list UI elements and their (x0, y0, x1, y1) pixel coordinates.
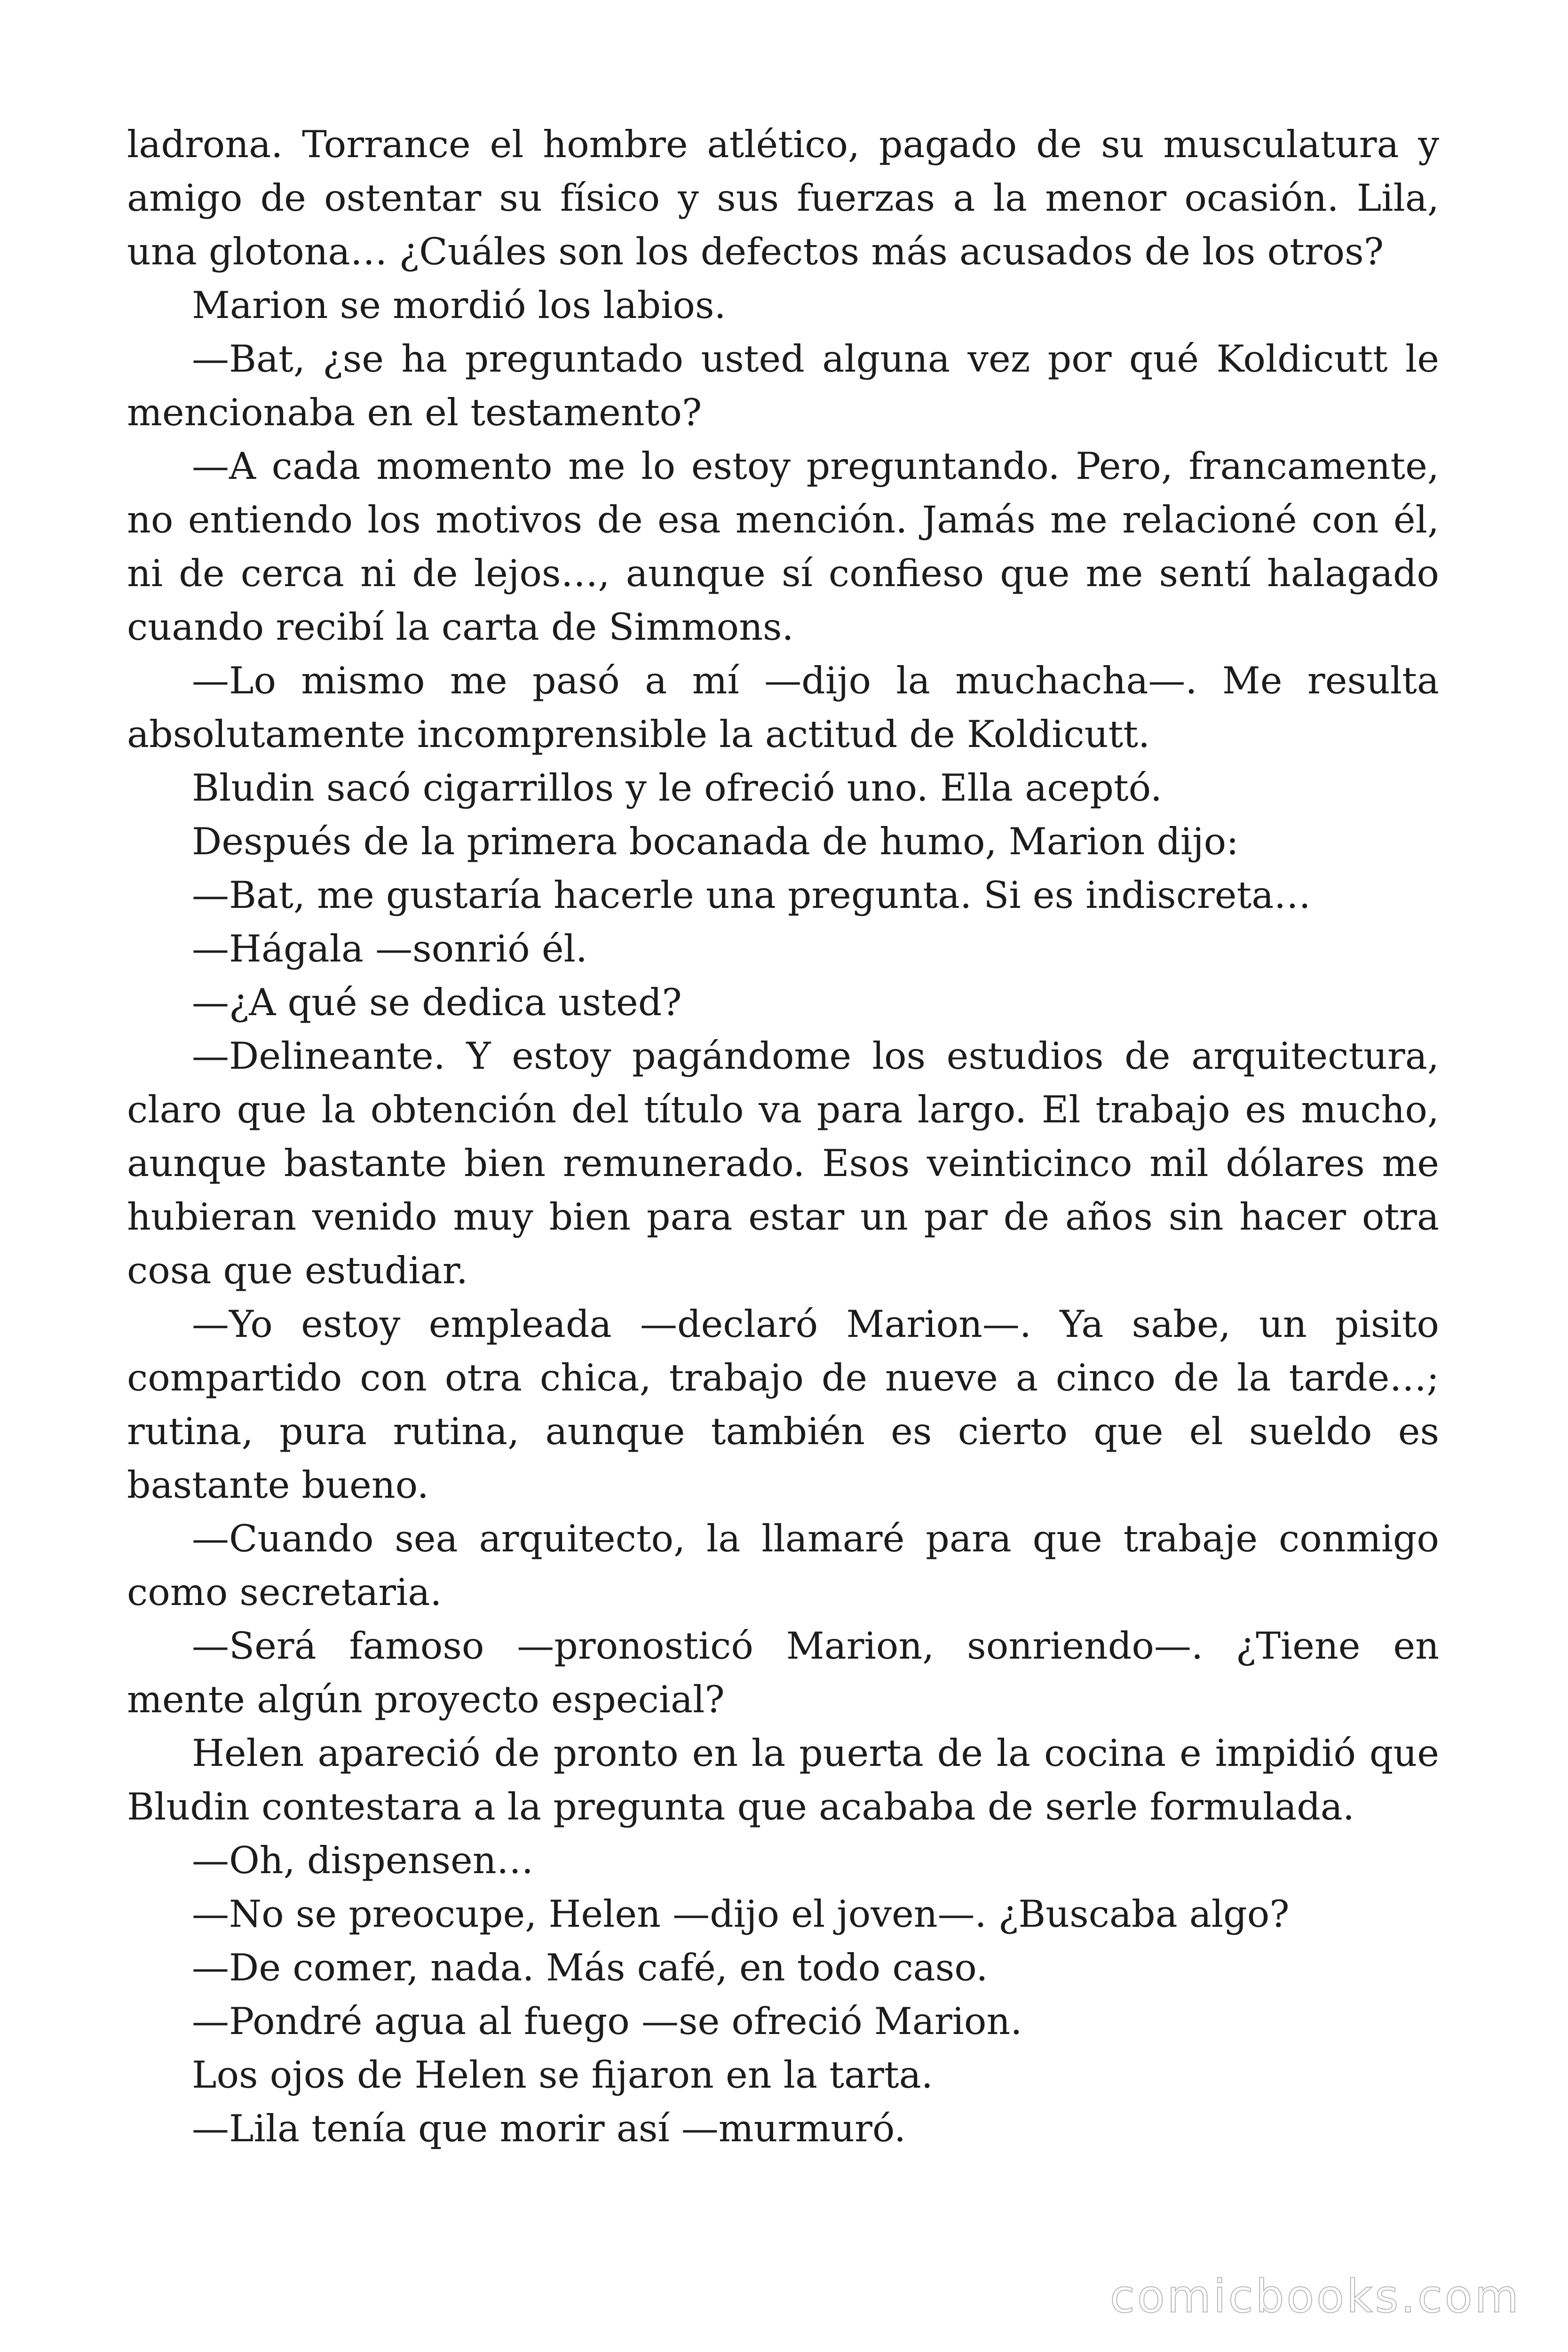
paragraph: —A cada momento me lo estoy preguntando. Pero, francamente, no entiendo los motivos de esa mención. Jamás me relacioné con él, ni de cerca ni de lejos…, aunque sí confieso que me sentí halagado cuando recibí la carta de Simmons. (127, 445, 1439, 649)
paragraph: —Oh, dispensen… (192, 1839, 534, 1882)
paragraph: Después de la primera bocanada de humo, Marion dijo: (192, 820, 1239, 863)
paragraph: Helen apareció de pronto en la puerta de la cocina e impidió que Bludin contestara a la pregunta que acababa de serle formulada. (127, 1732, 1439, 1828)
paragraph: —No se preocupe, Helen —dijo el joven—. ¿Buscaba algo? (192, 1892, 1290, 1936)
paragraph: —Bat, ¿se ha preguntado usted alguna vez por qué Koldicutt le mencionaba en el testamento? (127, 337, 1439, 434)
paragraph: —Lila tenía que morir así —murmuró. (192, 2107, 906, 2150)
watermark: comicbooks.com (1109, 2270, 1521, 2323)
paragraph: —Bat, me gustaría hacerle una pregunta. Si es indiscreta… (192, 874, 1311, 917)
paragraph: Los ojos de Helen se fijaron en la tarta. (192, 2053, 933, 2097)
paragraph: —Delineante. Y estoy pagándome los estudios de arquitectura, claro que la obtención del título va para largo. El trabajo es mucho, aunque bastante bien remunerado. Esos veinticinco mil dólares me hubieran venido muy bien para estar un par de años sin hacer otra cosa que estudiar. (127, 1034, 1439, 1292)
paragraph: —Cuando sea arquitecto, la llamaré para que trabaje conmigo como secretaria. (127, 1517, 1439, 1614)
paragraph: —Yo estoy empleada —declaró Marion—. Ya sabe, un pisito compartido con otra chica, trabajo de nueve a cinco de la tarde…; rutina, pura rutina, aunque también es cierto que el sueldo es bastante bueno. (127, 1303, 1439, 1507)
paragraph: Bludin sacó cigarrillos y le ofreció uno. Ella aceptó. (192, 766, 1162, 810)
book-page-text (127, 118, 1439, 2155)
paragraph: Marion se mordió los labios. (192, 284, 726, 327)
paragraph: —De comer, nada. Más café, en todo caso. (192, 1946, 988, 1989)
paragraph: —Lo mismo me pasó a mí —dijo la muchacha—. Me resulta absolutamente incomprensible la actitud de Koldicutt. (127, 659, 1439, 756)
paragraph: —Será famoso —pronosticó Marion, sonriendo—. ¿Tiene en mente algún proyecto especial? (127, 1624, 1439, 1721)
paragraph: —Pondré agua al fuego —se ofreció Marion. (192, 2000, 1022, 2043)
paragraph: —¿A qué se dedica usted? (192, 981, 682, 1024)
paragraph: —Hágala —sonrió él. (192, 927, 587, 970)
paragraph: ladrona. Torrance el hombre atlético, pagado de su musculatura y amigo de ostentar su físico y sus fuerzas a la menor ocasión. Lila, una glotona… ¿Cuáles son los defectos más acusados de los otros? (127, 123, 1439, 273)
